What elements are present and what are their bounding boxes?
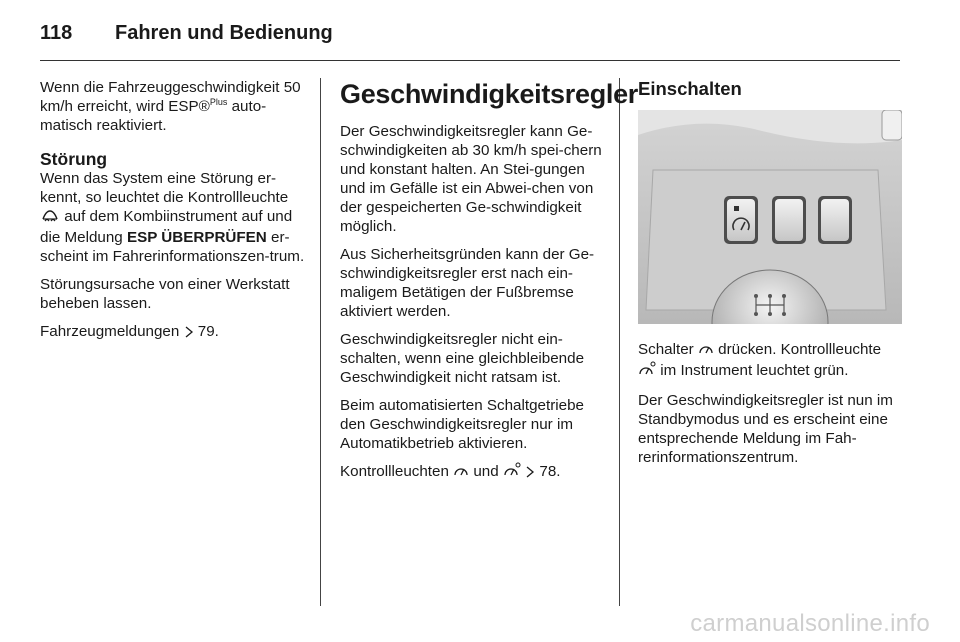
page-header (40, 18, 333, 48)
heading-stoerung: Störung (40, 149, 108, 169)
paragraph-esp-reactivation: Wenn die Fahrzeuggeschwindigkeit 50 km/h erreicht, wird ESP®$^{Plus}$ auto-matisch reaktiviert. (40, 79, 301, 134)
heading-einschalten: Einschalten (638, 78, 742, 99)
column-3 (638, 78, 902, 476)
cruise-control-standby-icon (503, 462, 521, 483)
paragraph-gearbox: Beim automatisierten Schaltgetriebe den Geschwindigkeitsregler nur im Automatikbetrieb aktivieren. (340, 397, 584, 452)
column-1 (40, 78, 308, 352)
column-divider-1 (320, 78, 321, 606)
header-rule (40, 60, 900, 61)
paragraph-intro: Der Geschwindigkeitsregler kann Ge-schwindigkeiten ab 30 km/h spei-chern und konstant halten. An Stei-gungen und im Gefälle ist ein Abwei-chen von der gespeicherten Ge-schwindigkeit möglich. (340, 123, 602, 235)
paragraph-stoerung: Wenn das System eine Störung er-kennt, so leuchtet die Kontrollleuchte auf dem Kombiinstrument auf und die Meldung ESP ÜBERPRÜFEN er-scheint im Fahrerinformationszen-trum. (40, 170, 305, 265)
watermark: carmanualsonline.info (690, 610, 930, 637)
paragraph-safety: Aus Sicherheitsgründen kann der Ge-schwindigkeitsregler erst nach ein-maligem Betätigen der Fußbremse aktiviert werden. (340, 246, 595, 320)
paragraph-standby: Der Geschwindigkeitsregler ist nun im Standbymodus und es erscheint eine entsprechende Meldung im Fah-rerinformationszentrum. (638, 392, 893, 466)
page-reference-icon (184, 324, 194, 343)
paragraph-vehicle-messages: Fahrzeugmeldungen 79. (40, 322, 308, 343)
message-esp-check: ESP ÜBERPRÜFEN (126, 229, 267, 246)
cruise-control-icon (453, 464, 469, 483)
paragraph-workshop: Störungsursache von einer Werkstatt beheben lassen. (40, 276, 290, 312)
page-reference: 78. (539, 463, 561, 480)
page-number: 118 (40, 21, 73, 44)
esp-warning-icon (40, 209, 60, 228)
page-reference: 79. (197, 323, 219, 340)
heading-geschwindigkeitsregler: Geschwindigkeitsregler (340, 79, 639, 109)
column-2 (340, 78, 639, 492)
cruise-control-standby-icon (638, 361, 656, 382)
page-reference-icon (525, 464, 535, 483)
paragraph-indicators: Kontrollleuchten und 78. (340, 462, 604, 483)
cruise-control-icon (698, 342, 714, 361)
section-title: Fahren und Bedienung (115, 21, 333, 44)
switch-panel-figure (638, 110, 902, 324)
column-divider-2 (619, 78, 620, 606)
paragraph-press-switch: Schalter drücken. Kontrollleuchte im Instrument leuchtet grün. (638, 340, 902, 382)
plus-superscript: Plus (209, 97, 228, 107)
paragraph-warning: Geschwindigkeitsregler nicht ein-schalten, wenn eine gleichbleibende Geschwindigkeit nicht ratsam ist. (340, 331, 585, 386)
